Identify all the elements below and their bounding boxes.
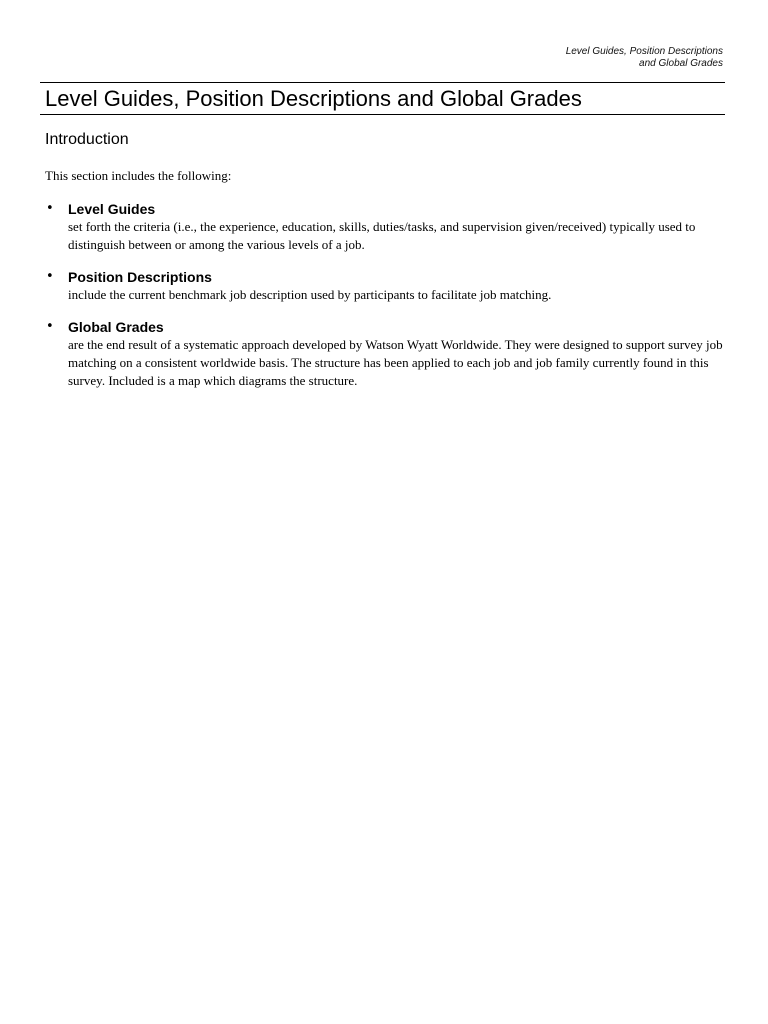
- bullet-icon: •: [46, 269, 54, 284]
- bullet-description: are the end result of a systematic approach developed by Watson Wyatt Worldwide. They were designed to support survey job matching on a consistent worldwide basis. The structure has been applied to each job and job family currently found in this survey. Included is a map which diagrams the structure.: [68, 337, 723, 388]
- bullet-term: Level Guides: [68, 201, 156, 217]
- section-heading: Introduction: [45, 131, 129, 148]
- bullet-list: [45, 200, 730, 404]
- list-item-global-grades: [45, 318, 730, 390]
- title-rule-top: [40, 82, 725, 83]
- bullet-term: Position Descriptions: [68, 269, 212, 285]
- intro-text: This section includes the following:: [45, 168, 232, 183]
- list-item-position-descriptions: [45, 268, 730, 304]
- title-rule-bottom: [40, 114, 725, 115]
- list-item-level-guides: [45, 200, 730, 254]
- page-title: Level Guides, Position Descriptions and Global Grades: [45, 86, 582, 111]
- bullet-term: Global Grades: [68, 319, 164, 335]
- running-header-line-1: Level Guides, Position Descriptions: [565, 46, 723, 57]
- bullet-description: set forth the criteria (i.e., the experience, education, skills, duties/tasks, and supervision given/received) typically used to distinguish between or among the various levels of a job.: [68, 219, 696, 252]
- running-header: [566, 46, 723, 70]
- bullet-icon: •: [46, 319, 54, 334]
- running-header-line-2: and Global Grades: [639, 58, 723, 69]
- bullet-icon: •: [46, 201, 54, 216]
- bullet-description: include the current benchmark job description used by participants to facilitate job matching.: [68, 287, 552, 302]
